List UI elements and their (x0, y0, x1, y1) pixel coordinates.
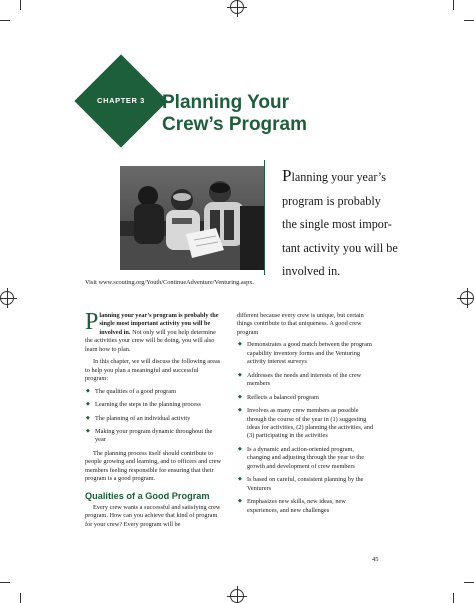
diamond-bullet-icon: ◆ (238, 408, 242, 414)
list-item: ◆ Reflects a balanced program (238, 393, 319, 401)
crop-mark (0, 582, 10, 583)
left-column (85, 309, 223, 529)
list-item: ◆ The qualities of a good program (86, 387, 176, 395)
right-column (237, 312, 377, 520)
registration-mark-icon (0, 291, 14, 305)
list-item: ◆ Is a dynamic and action-oriented program, changing and adjusting through the year to the growth and development of crew members (238, 445, 364, 470)
list-item: ◆ Involves as many crew members as possible through the course of the year in (1) suggesting ideas for activities, (2) planning the activities, and (3) participating in the activities (238, 407, 374, 440)
crop-mark (453, 593, 454, 603)
drop-cap: P (85, 309, 99, 335)
pull-quote-line: tant activity you will be (282, 240, 398, 255)
callout-rule (264, 160, 265, 275)
diamond-bullet-icon: ◆ (86, 388, 90, 394)
diamond-bullet-icon: ◆ (86, 428, 90, 434)
page-number: 45 (372, 556, 379, 563)
pull-quote-first-letter: P (282, 166, 292, 185)
venturers-photo (120, 166, 264, 270)
list-item: ◆ The planning of an individual activity (86, 414, 191, 422)
diamond-bullet-icon: ◆ (238, 499, 242, 505)
diamond-bullet-icon: ◆ (238, 477, 242, 483)
list-item: ◆ Emphasizes new skills, new ideas, new experiences, and new challenges (238, 498, 346, 514)
diamond-bullet-icon: ◆ (238, 446, 242, 452)
registration-mark-icon (230, 0, 244, 14)
diamond-bullet-icon: ◆ (86, 402, 90, 408)
registration-mark-icon (460, 291, 474, 305)
pull-quote (282, 164, 402, 284)
section-heading: Qualities of a Good Program (85, 490, 210, 501)
lead-rest-text: Not only will you help determine the activities your crew will be doing, you will also learn how to plan. (85, 328, 216, 353)
chapter-title-line-2: Crew’s Program (162, 114, 308, 135)
qualities-list (237, 341, 377, 515)
visit-url-text: Visit www.scouting.org/Youth/ContinueAdventure/Venturing.aspx. (85, 279, 254, 286)
topics-list (85, 388, 223, 445)
crop-mark (464, 582, 474, 583)
pull-quote-line: the single most impor- (282, 217, 392, 231)
body-paragraph: Every crew wants a successful and satisfying crew program. How can you achieve that kind of program for your crew? Every program will be (85, 503, 221, 528)
lead-paragraph (85, 309, 223, 354)
registration-mark-icon (230, 589, 244, 603)
list-item: ◆ Learning the steps in the planning process (86, 401, 201, 409)
list-item: ◆ Demonstrates a good match between the program capability inventory forms and the Venturing activity interest surveys (238, 341, 372, 366)
crop-mark (20, 593, 21, 603)
chapter-label: CHAPTER 3 (97, 96, 145, 105)
body-paragraph: The planning process itself should contribute to people growing and learning, and to officers and crew members feeling responsible for ensuring that their program is a good program. (85, 449, 222, 483)
pull-quote-line: Planning your year’s (282, 166, 387, 185)
pull-quote-line: involved in. (282, 264, 341, 278)
chapter-title (162, 92, 307, 136)
diamond-bullet-icon: ◆ (238, 394, 242, 400)
diamond-bullet-icon: ◆ (238, 372, 242, 378)
lead-bold-text: lanning your year’s program is probably the single most important activity you will be involved in. (99, 312, 219, 336)
list-item: ◆ Addresses the needs and interests of the crew members (238, 371, 362, 388)
crop-mark (20, 0, 21, 10)
crop-mark (453, 0, 454, 10)
crop-mark (0, 20, 10, 21)
list-item: ◆ Is based on careful, consistent planning by the Venturers (238, 476, 364, 492)
list-item: ◆ Making your program dynamic throughout the year (86, 427, 213, 444)
chapter-title-line-1: Planning Your (162, 92, 290, 113)
pull-quote-line: program is probably (282, 193, 381, 208)
body-paragraph: different because every crew is unique, but certain things contribute to that uniqueness. A good crew program (237, 312, 364, 336)
venturers-photo-image (120, 166, 264, 270)
diamond-bullet-icon: ◆ (238, 342, 242, 348)
crop-mark (464, 20, 474, 21)
diamond-bullet-icon: ◆ (86, 415, 90, 421)
intro-paragraph: In this chapter, we will discuss the following areas to help you plan a meaningful and successful program: (85, 358, 221, 383)
